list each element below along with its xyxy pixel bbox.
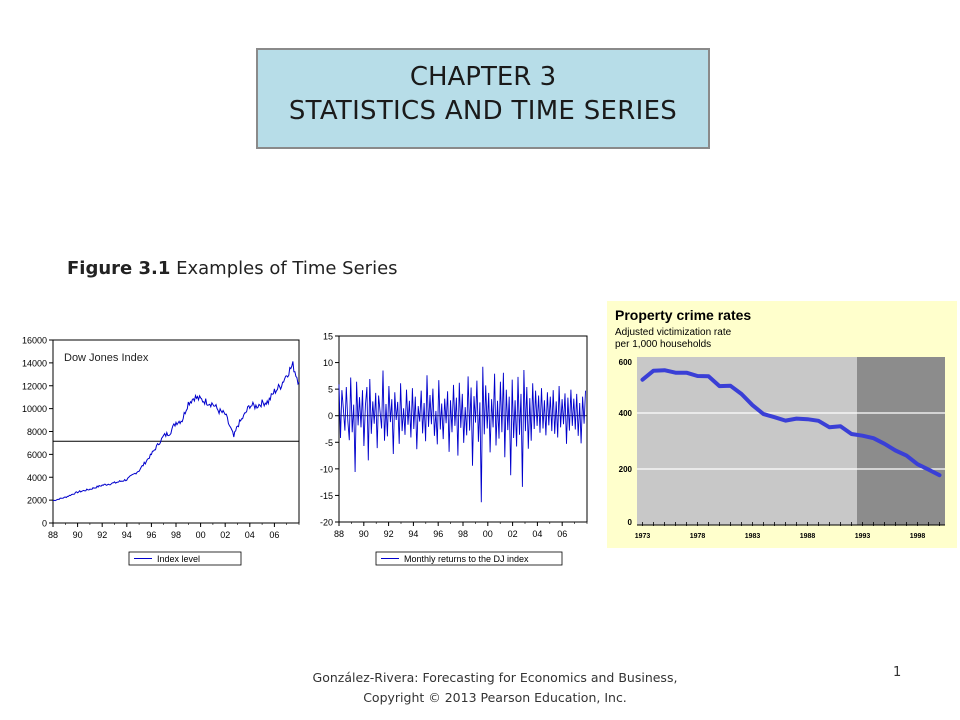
- x-tick-label: 90: [72, 530, 83, 540]
- y-tick-label: 4000: [26, 472, 47, 483]
- chart-subtitle-1: Adjusted victimization rate: [615, 327, 732, 338]
- y-tick-label: 0: [627, 518, 632, 527]
- chart-title: Property crime rates: [615, 307, 752, 323]
- x-tick-label: 94: [408, 529, 419, 539]
- shaded-region-dark: [857, 357, 945, 525]
- footer-credit: [285, 668, 705, 708]
- page-number: 1: [893, 665, 902, 680]
- x-tick-label: 1973: [634, 533, 651, 540]
- x-tick-label: 00: [482, 529, 493, 539]
- y-tick-label: -15: [319, 490, 333, 501]
- y-tick-label: 8000: [26, 427, 47, 437]
- x-tick-label: 96: [146, 530, 157, 540]
- x-tick-label: 92: [383, 529, 394, 539]
- y-tick-label: 10000: [21, 404, 47, 415]
- y-tick-label: 15: [322, 331, 333, 342]
- chart-title: Dow Jones Index: [64, 352, 149, 364]
- y-tick-label: 0: [327, 411, 333, 422]
- y-tick-label: 12000: [21, 381, 47, 392]
- x-tick-label: 06: [557, 529, 568, 539]
- y-tick-label: -10: [319, 464, 333, 475]
- shaded-region-light: [637, 357, 857, 525]
- footer-line-2: Copyright © 2013 Pearson Education, Inc.: [363, 690, 627, 705]
- x-tick-label: 98: [170, 530, 182, 540]
- y-tick-label: 0: [41, 518, 47, 529]
- x-tick-label: 02: [507, 529, 518, 539]
- legend-label: Monthly returns to the DJ index: [404, 554, 529, 564]
- dow-jones-index-chart: [0, 326, 305, 572]
- x-tick-label: 06: [269, 530, 280, 540]
- x-tick-label: 96: [433, 529, 444, 539]
- x-tick-label: 00: [195, 530, 206, 540]
- x-tick-label: 92: [97, 530, 108, 540]
- x-tick-label: 04: [244, 530, 255, 540]
- x-tick-label: 98: [457, 529, 469, 539]
- y-tick-label: 600: [618, 358, 632, 367]
- y-tick-label: 6000: [26, 449, 47, 460]
- y-tick-label: 2000: [26, 495, 47, 506]
- figure-caption-text: Examples of Time Series: [170, 258, 398, 279]
- y-tick-label: 16000: [21, 335, 47, 346]
- plot-frame: [53, 340, 299, 523]
- figure-caption: [67, 258, 398, 279]
- x-tick-label: 1983: [744, 533, 761, 540]
- x-tick-label: 04: [532, 529, 543, 539]
- chapter-number: CHAPTER 3: [409, 62, 557, 92]
- monthly-returns-chart: [300, 326, 605, 572]
- y-tick-label: -5: [324, 437, 333, 448]
- y-tick-label: 5: [327, 384, 333, 395]
- x-tick-label: 1998: [909, 533, 926, 540]
- property-crime-rates-chart: [607, 301, 957, 548]
- legend-label: Index level: [157, 554, 201, 564]
- x-tick-label: 94: [121, 530, 132, 540]
- y-tick-label: 10: [322, 358, 333, 369]
- y-tick-label: -20: [319, 517, 333, 528]
- x-tick-label: 88: [47, 530, 59, 540]
- y-tick-label: 200: [618, 465, 632, 474]
- figure-label: Figure 3.1: [67, 258, 171, 279]
- chart-subtitle-2: per 1,000 households: [615, 339, 712, 350]
- x-tick-label: 1978: [689, 533, 706, 540]
- y-tick-label: 14000: [21, 358, 47, 369]
- x-tick-label: 02: [220, 530, 231, 540]
- y-tick-label: 400: [618, 409, 632, 418]
- x-tick-label: 1988: [799, 533, 816, 540]
- chapter-title: STATISTICS AND TIME SERIES: [288, 96, 678, 126]
- footer-line-1: González-Rivera: Forecasting for Economics and Business,: [312, 670, 678, 685]
- chapter-title-box: [256, 48, 710, 149]
- x-tick-label: 90: [358, 529, 369, 539]
- x-tick-label: 88: [333, 529, 345, 539]
- x-tick-label: 1993: [854, 533, 871, 540]
